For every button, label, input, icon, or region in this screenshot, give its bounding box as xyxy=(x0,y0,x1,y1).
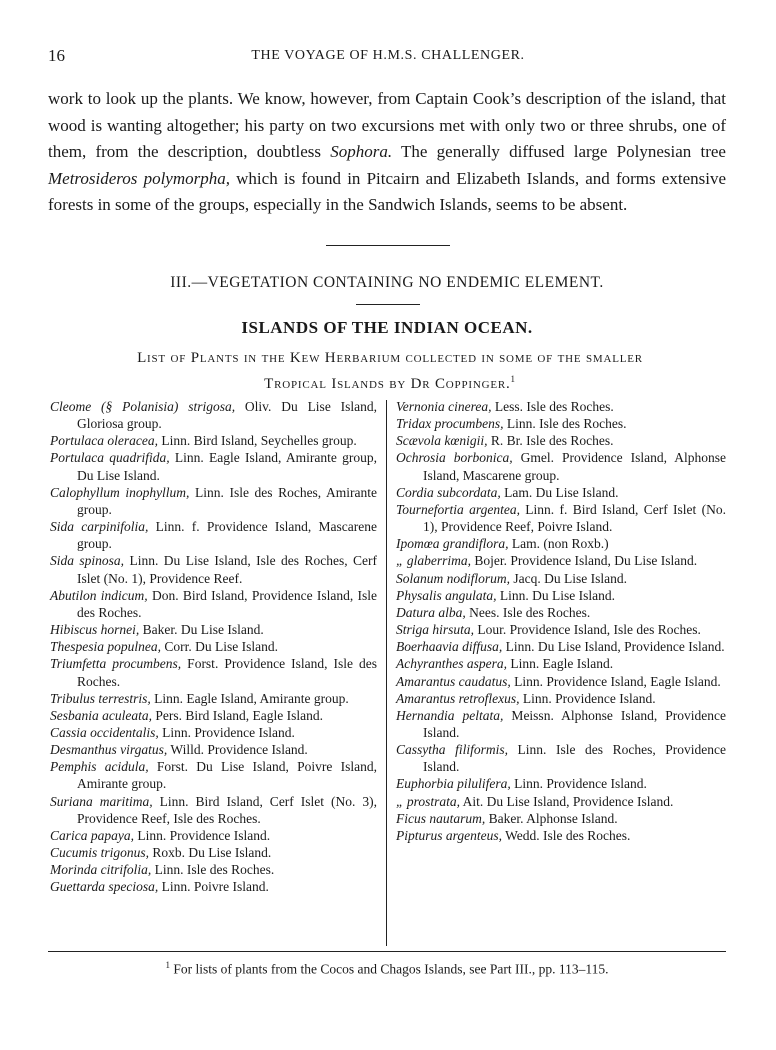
plant-details: Jacq. Du Lise Island. xyxy=(510,570,627,586)
plant-name: Portulaca quadrifida, xyxy=(50,450,170,466)
plant-entry xyxy=(396,810,726,827)
plant-entry xyxy=(396,484,726,501)
plant-details: Lour. Providence Island, Isle des Roches. xyxy=(474,622,701,638)
list-title xyxy=(40,348,740,395)
list-title-line-2 xyxy=(40,369,740,395)
plant-details: Lam. (non Roxb.) xyxy=(508,536,609,552)
plant-details: Gmel. Providence Island, Alphonse Island, Mascarene group. xyxy=(423,450,726,483)
plant-name: Desmanthus virgatus, xyxy=(50,742,168,758)
plant-details: Linn. Providence Island. xyxy=(510,776,647,792)
plant-name: Triumfetta procumbens, xyxy=(50,656,182,672)
plant-entry xyxy=(396,690,726,707)
subheading-rule xyxy=(356,304,420,305)
plant-name: Ficus nautarum, xyxy=(396,810,486,826)
plant-name: Hernandia peltata, xyxy=(396,707,504,723)
subheading: ISLANDS OF THE INDIAN OCEAN. xyxy=(241,318,533,337)
plant-details: Linn. Du Lise Island, Providence Island. xyxy=(502,639,725,655)
plant-name: Sesbania aculeata, xyxy=(50,707,152,723)
plant-entry xyxy=(396,552,726,569)
plant-entry xyxy=(50,707,377,724)
plant-entry xyxy=(396,655,726,672)
left-column xyxy=(50,398,377,896)
plant-details: Bojer. Providence Island, Du Lise Island. xyxy=(471,553,698,569)
right-column xyxy=(396,398,726,844)
plant-name: Tridax procumbens, xyxy=(396,416,504,432)
plant-name: Suriana maritima, xyxy=(50,793,153,809)
plant-name: Pemphis acidula, xyxy=(50,759,149,775)
plant-name: Guettarda speciosa, xyxy=(50,879,159,895)
plant-details: Linn. Isle des Roches, Amirante group. xyxy=(77,484,377,517)
plant-name: „ glaberrima, xyxy=(396,553,472,569)
plant-details: Linn. Providence Island, Eagle Island. xyxy=(510,673,721,689)
plant-entry xyxy=(396,741,726,775)
plant-details: Linn. Poivre Island. xyxy=(158,879,269,895)
plant-entry xyxy=(50,552,377,586)
plant-details: Linn. f. Providence Island, Mascarene group. xyxy=(77,519,377,552)
plant-name: Carica papaya, xyxy=(50,827,134,843)
plant-details: Linn. Providence Island. xyxy=(519,690,656,706)
plant-entry xyxy=(396,827,726,844)
column-divider xyxy=(386,400,387,946)
plant-entry xyxy=(50,878,377,895)
intro-text-2: The generally diffused large Polynesian tree xyxy=(392,142,726,161)
plant-entry xyxy=(396,432,726,449)
plant-details: Meissn. Alphonse Island, Providence Island. xyxy=(423,707,726,740)
plant-name: Cordia subcordata, xyxy=(396,484,501,500)
plant-details: Pers. Bird Island, Eagle Island. xyxy=(151,707,323,723)
plant-details: Corr. Du Lise Island. xyxy=(161,639,278,655)
plant-name: Ipomœa grandiflora, xyxy=(396,536,509,552)
plant-details: Linn. f. Bird Island, Cerf Islet (No. 1), Providence Reef, Poivre Island. xyxy=(423,501,726,535)
intro-paragraph xyxy=(48,86,726,219)
plant-entry xyxy=(396,570,726,587)
plant-name: Hibiscus hornei, xyxy=(50,622,140,638)
footnote xyxy=(48,960,726,978)
plant-name: Striga hirsuta, xyxy=(396,622,475,638)
plant-name: Cassytha filiformis, xyxy=(396,742,508,758)
plant-details: Baker. Du Lise Island. xyxy=(139,622,264,638)
plant-entry xyxy=(396,535,726,552)
plant-entry xyxy=(50,861,377,878)
plant-details: Linn. Eagle Island. xyxy=(506,656,614,672)
plant-entry xyxy=(396,707,726,741)
plant-details: Linn. Isle des Roches, Providence Island. xyxy=(423,742,727,775)
plant-name: Cleome (§ Polanisia) strigosa, xyxy=(50,399,236,414)
plant-name: Sida spinosa, xyxy=(50,553,125,569)
plant-entry xyxy=(50,655,377,689)
plant-name: Vernonia cinerea, xyxy=(396,399,492,414)
plant-entry xyxy=(396,587,726,604)
plant-entry xyxy=(396,793,726,810)
plant-details: Don. Bird Island, Providence Island, Isle des Roches. xyxy=(77,587,377,620)
plant-name: Physalis angulata, xyxy=(396,587,497,603)
plant-entry xyxy=(396,621,726,638)
plant-name: Ochrosia borbonica, xyxy=(396,450,513,466)
plant-name: Euphorbia pilulifera, xyxy=(396,776,511,792)
plant-details: Linn. Providence Island. xyxy=(134,827,271,843)
plant-entry xyxy=(50,827,377,844)
plant-name: Thespesia populnea, xyxy=(50,639,161,655)
intro-italic-metrosideros: Metrosideros polymorpha, xyxy=(48,168,230,188)
plant-details: Linn. Du Lise Island. xyxy=(496,587,615,603)
plant-details: Willd. Providence Island. xyxy=(167,742,308,758)
list-title-line-2-text: Tropical Islands by Dr Coppinger. xyxy=(264,376,511,392)
plant-details: Roxb. Du Lise Island. xyxy=(149,845,272,861)
intro-text-1: work to look up the plants. We know, however, from Captain Cook’s description of the island, that wood is wanting altogether; his party on two excursions met with only two or three shrubs, one of them, from the description, doubtless xyxy=(48,89,726,161)
plant-name: Morinda citrifolia, xyxy=(50,862,152,878)
plant-details: Wedd. Isle des Roches. xyxy=(502,827,631,843)
intro-text-3: which is found in Pitcairn and Elizabeth Islands, and forms extensive forests in some of the groups, especially in the Sandwich Islands, seems to be absent. xyxy=(48,168,726,214)
plant-details: Forst. Du Lise Island, Poivre Island, Amirante group. xyxy=(77,759,377,792)
list-title-line-1: List of Plants in the Kew Herbarium collected in some of the smaller xyxy=(137,350,643,366)
plant-name: Tournefortia argentea, xyxy=(396,501,520,517)
plant-name: Cucumis trigonus, xyxy=(50,845,150,861)
plant-details: Linn. Bird Island, Cerf Islet (No. 3), Providence Reef, Isle des Roches. xyxy=(77,793,377,826)
plant-details: Linn. Du Lise Island, Isle des Roches, Cerf Islet (No. 1), Providence Reef. xyxy=(77,553,377,586)
plant-details: Forst. Providence Island, Isle des Roches. xyxy=(77,656,377,689)
plant-entry xyxy=(50,449,377,483)
plant-entry xyxy=(396,398,726,415)
plant-entry xyxy=(50,587,377,621)
section-heading: III.—VEGETATION CONTAINING NO ENDEMIC ELEMENT. xyxy=(170,274,604,291)
footnote-mark: 1 xyxy=(165,960,171,970)
plant-entry xyxy=(396,775,726,792)
plant-name: Pipturus argenteus, xyxy=(396,827,502,843)
plant-name: Amarantus retroflexus, xyxy=(396,690,520,706)
plant-name: Scævola kœnigii, xyxy=(396,433,488,449)
plant-details: Less. Isle des Roches. xyxy=(491,399,614,414)
plant-details: Baker. Alphonse Island. xyxy=(485,810,618,826)
plant-entry xyxy=(50,844,377,861)
footnote-rule xyxy=(48,951,726,952)
plant-details: Oliv. Du Lise Island, Gloriosa group. xyxy=(77,399,377,432)
plant-entry xyxy=(50,398,377,432)
plant-entry xyxy=(50,741,377,758)
plant-entry xyxy=(396,449,726,483)
plant-name: Calophyllum inophyllum, xyxy=(50,484,190,500)
plant-name: Portulaca oleracea, xyxy=(50,433,158,449)
plant-name: Achyranthes aspera, xyxy=(396,656,507,672)
plant-details: Linn. Providence Island. xyxy=(158,724,295,740)
running-header xyxy=(48,46,728,68)
plant-entry xyxy=(50,690,377,707)
plant-entry xyxy=(50,432,377,449)
plant-entry xyxy=(396,604,726,621)
plant-entry xyxy=(50,724,377,741)
footnote-text: For lists of plants from the Cocos and Chagos Islands, see Part III., pp. 113–115. xyxy=(170,961,609,977)
plant-details: Lam. Du Lise Island. xyxy=(500,484,619,500)
running-title: THE VOYAGE OF H.M.S. CHALLENGER. xyxy=(251,48,525,63)
plant-details: Linn. Eagle Island, Amirante group. xyxy=(150,690,349,706)
plant-entry xyxy=(50,793,377,827)
plant-entry xyxy=(50,621,377,638)
plant-name: Datura alba, xyxy=(396,604,466,620)
plant-entry xyxy=(396,673,726,690)
intro-italic-sophora: Sophora. xyxy=(330,142,393,161)
footnote-reference-mark: 1 xyxy=(510,374,516,384)
plant-entry xyxy=(396,638,726,655)
plant-name: Tribulus terrestris, xyxy=(50,690,151,706)
plant-details: Ait. Du Lise Island, Providence Island. xyxy=(460,793,674,809)
plant-entry xyxy=(50,518,377,552)
plant-name: Boerhaavia diffusa, xyxy=(396,639,503,655)
plant-entry xyxy=(50,758,377,792)
plant-name: Cassia occidentalis, xyxy=(50,724,159,740)
plant-name: Sida carpinifolia, xyxy=(50,519,149,535)
plant-name: Solanum nodiflorum, xyxy=(396,570,511,586)
plant-name: Abutilon indicum, xyxy=(50,587,148,603)
plant-name: Amarantus caudatus, xyxy=(396,673,511,689)
plant-details: Linn. Isle des Roches. xyxy=(151,862,275,878)
plant-entry xyxy=(396,415,726,432)
plant-details: Linn. Isle des Roches. xyxy=(503,416,627,432)
plant-details: Linn. Bird Island, Seychelles group. xyxy=(157,433,357,449)
plant-entry xyxy=(50,638,377,655)
plant-name: „ prostrata, xyxy=(396,793,461,809)
plant-details: Linn. Eagle Island, Amirante group, Du Lise Island. xyxy=(77,450,378,483)
plant-entry xyxy=(396,501,726,535)
page-number: 16 xyxy=(48,46,65,65)
plant-details: R. Br. Isle des Roches. xyxy=(487,433,614,449)
plant-entry xyxy=(50,484,377,518)
plant-details: Nees. Isle des Roches. xyxy=(465,604,591,620)
section-divider-rule xyxy=(326,245,450,246)
